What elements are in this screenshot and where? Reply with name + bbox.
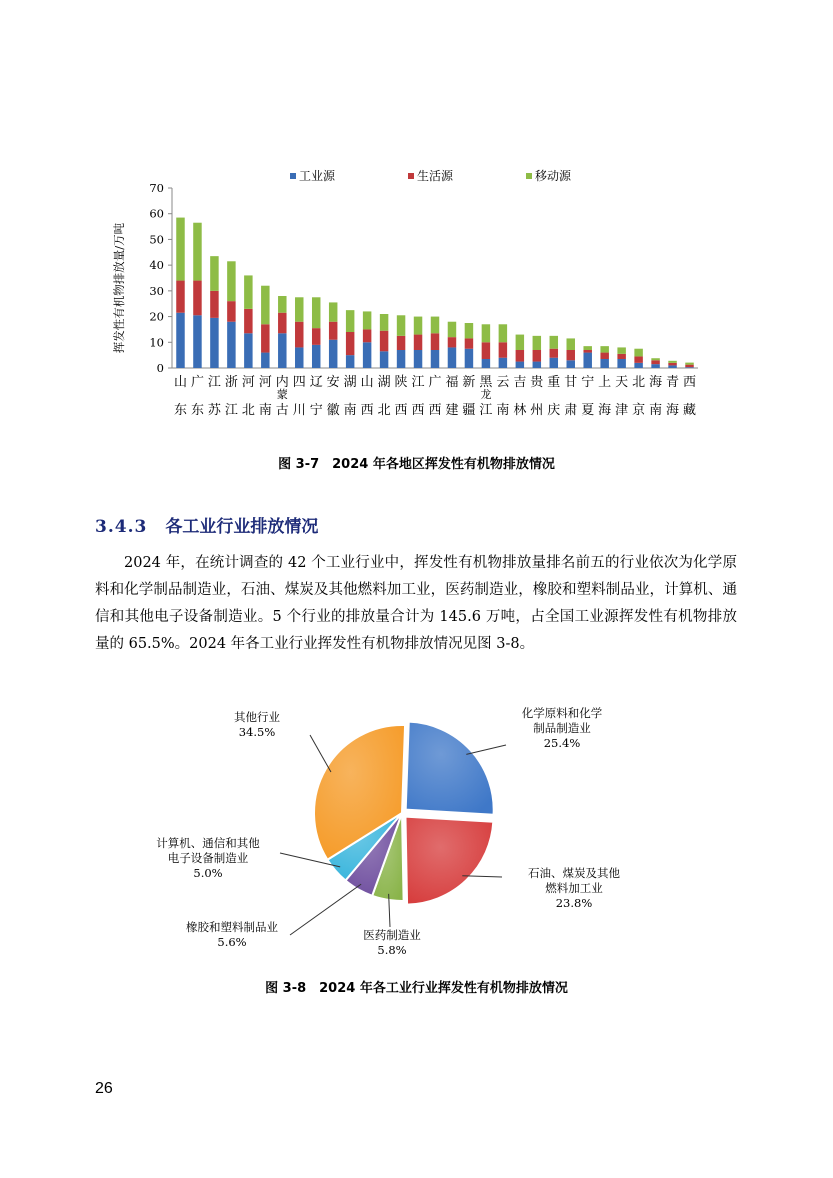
bar-1-4 (227, 322, 235, 368)
bar-2-26 (600, 353, 608, 359)
bar-3-12 (363, 311, 371, 329)
x-tick-label-29: 海南 (649, 375, 663, 418)
bar-chart-regional-voc (100, 160, 720, 420)
pie-value-1: 25.4% (543, 736, 581, 750)
bar-1-27 (617, 359, 625, 368)
pie-value-5: 5.0% (193, 866, 223, 880)
bar-1-13 (380, 351, 388, 368)
bar-2-9 (312, 328, 320, 345)
x-tick-label-6: 河南 (258, 375, 272, 418)
bar-1-20 (499, 358, 507, 368)
bar-3-17 (448, 322, 456, 337)
y-tick-label: 30 (149, 283, 164, 298)
bar-3-11 (346, 310, 354, 332)
bar-2-2 (193, 281, 201, 316)
bar-1-7 (278, 333, 286, 368)
bar-1-17 (448, 347, 456, 368)
bar-1-31 (685, 367, 693, 368)
bar-1-1 (176, 313, 184, 368)
bar-1-5 (244, 333, 252, 368)
bar-3-9 (312, 297, 320, 328)
bar-1-30 (668, 365, 676, 368)
bar-1-6 (261, 353, 269, 368)
bar-2-18 (465, 338, 473, 348)
pie-label-1: 化学原料和化学制品制造业 25.4% (521, 706, 603, 750)
bar-3-25 (583, 346, 591, 350)
bar-2-6 (261, 324, 269, 352)
bar-3-27 (617, 347, 625, 353)
bar-2-16 (431, 333, 439, 350)
x-tick-label-12: 山西 (360, 375, 374, 418)
bar-1-3 (210, 318, 218, 368)
pie-value-2: 23.8% (555, 896, 593, 910)
x-tick-label-16: 广西 (428, 375, 442, 418)
bar-3-13 (380, 314, 388, 331)
bar-3-22 (533, 336, 541, 350)
bar-2-19 (482, 342, 490, 359)
x-tick-label-2: 广东 (190, 375, 204, 418)
x-tick-label-27: 天津 (615, 375, 629, 418)
bar-3-29 (651, 358, 659, 360)
bar-2-5 (244, 309, 252, 333)
bar-3-3 (210, 256, 218, 291)
pie-slice-2 (405, 817, 493, 905)
pie-value-3: 5.8% (377, 943, 407, 957)
bar-3-19 (482, 324, 490, 342)
bar-3-6 (261, 286, 269, 325)
legend-swatch-1 (290, 173, 296, 179)
bar-2-17 (448, 337, 456, 347)
legend-label-3: 移动源 (535, 169, 572, 183)
pie-leader-6 (310, 735, 331, 772)
bar-1-29 (651, 364, 659, 368)
x-tick-label-15: 江西 (411, 375, 425, 418)
bar-3-24 (567, 338, 575, 350)
y-tick-label: 20 (149, 309, 164, 324)
bar-3-15 (414, 317, 422, 335)
page-number: 26 (95, 1080, 113, 1097)
bar-2-22 (533, 350, 541, 362)
bar-1-21 (516, 362, 524, 368)
x-tick-label-17: 福建 (445, 375, 459, 418)
bar-2-7 (278, 313, 286, 334)
bar-2-13 (380, 331, 388, 352)
x-tick-label-3: 江苏 (207, 375, 221, 418)
bar-1-14 (397, 350, 405, 368)
bar-3-14 (397, 315, 405, 336)
y-tick-label: 60 (149, 206, 164, 221)
section-number: 3.4.3 (95, 517, 148, 537)
x-tick-label-26: 上海 (598, 375, 612, 418)
pie-chart-industry-voc (150, 695, 650, 975)
bar-1-25 (583, 353, 591, 368)
bar-2-11 (346, 332, 354, 355)
x-tick-label-21: 吉林 (513, 375, 527, 418)
bar-1-15 (414, 350, 422, 368)
bar-1-8 (295, 347, 303, 368)
section-heading (95, 512, 318, 537)
y-axis-label: 挥发性有机物排放量/万吨 (112, 222, 126, 354)
legend-label-2: 生活源 (417, 169, 454, 183)
bar-3-23 (550, 336, 558, 349)
bar-2-29 (651, 360, 659, 364)
bar-2-10 (329, 322, 337, 340)
bar-2-12 (363, 329, 371, 342)
figure-3-8-caption: 图 3-8 2024 年各工业行业挥发性有机物排放情况 (265, 981, 568, 996)
bar-1-12 (363, 342, 371, 368)
bar-1-23 (550, 358, 558, 368)
bar-2-28 (634, 356, 642, 362)
x-tick-label-1: 山东 (173, 375, 187, 418)
y-tick-label: 10 (149, 335, 164, 350)
section-title: 各工业行业排放情况 (165, 517, 319, 537)
legend-swatch-3 (526, 173, 532, 179)
bar-2-20 (499, 342, 507, 357)
bar-3-2 (193, 223, 201, 281)
x-tick-label-18: 新疆 (462, 375, 476, 418)
bar-3-10 (329, 302, 337, 321)
bar-3-5 (244, 275, 252, 308)
pie-value-4: 5.6% (217, 935, 247, 949)
bar-1-16 (431, 350, 439, 368)
x-tick-label-23: 重庆 (547, 375, 561, 418)
body-paragraph: 2024 年，在统计调查的 42 个工业行业中，挥发性有机物排放量排名前五的行业依次为化学原料和化学制品制造业，石油、煤炭及其他燃料加工业，医药制造业，橡胶和塑料制品业，计算机、通信和其他电子设备制造业。5 个行业的排放量合计为 145.6 万吨，占全国工业源挥发性有机物排放量的 65.5%。2024 年各工业行业挥发性有机物排放情况见图 3-8。 (95, 555, 737, 652)
y-tick-label: 50 (149, 232, 164, 247)
bar-3-1 (176, 218, 184, 281)
x-tick-label-22: 贵州 (530, 375, 544, 418)
legend-swatch-2 (408, 173, 414, 179)
bar-2-24 (567, 350, 575, 360)
bar-1-9 (312, 345, 320, 368)
x-tick-label-10: 安徽 (326, 375, 340, 418)
bar-2-3 (210, 291, 218, 318)
bar-2-27 (617, 354, 625, 359)
pie-label-3: 医药制造业 5.8% (363, 928, 421, 957)
bar-1-2 (193, 315, 201, 368)
bar-3-8 (295, 297, 303, 321)
bar-1-22 (533, 362, 541, 368)
y-tick-label: 0 (156, 361, 164, 375)
bar-3-28 (634, 349, 642, 357)
x-tick-label-8: 四川 (292, 375, 306, 418)
bar-1-18 (465, 349, 473, 368)
x-tick-label-31: 西藏 (683, 375, 697, 418)
x-tick-label-13: 湖北 (377, 375, 391, 418)
x-tick-label-5: 河北 (241, 375, 255, 418)
pie-label-5: 计算机、通信和其他电子设备制造业 5.0% (156, 836, 260, 880)
bar-3-4 (227, 261, 235, 301)
x-tick-label-4: 浙江 (224, 375, 238, 418)
pie-label-6: 其他行业 34.5% (234, 710, 280, 739)
x-tick-label-24: 甘肃 (564, 375, 578, 418)
bar-1-26 (600, 359, 608, 368)
bar-2-14 (397, 336, 405, 350)
pie-label-2: 石油、煤炭及其他燃料加工业 23.8% (528, 866, 620, 910)
bar-3-30 (668, 361, 676, 363)
bar-2-31 (685, 365, 693, 368)
bar-2-23 (550, 349, 558, 358)
pie-value-6: 34.5% (238, 725, 276, 739)
x-tick-label-28: 北京 (632, 375, 646, 418)
pie-leader-1 (466, 745, 506, 754)
y-tick-label: 40 (149, 258, 164, 273)
bar-1-10 (329, 340, 337, 368)
bar-2-30 (668, 363, 676, 366)
bar-3-21 (516, 335, 524, 350)
bar-2-25 (583, 350, 591, 353)
x-tick-label-9: 辽宁 (309, 375, 323, 418)
bar-3-16 (431, 317, 439, 334)
pie-label-4: 橡胶和塑料制品业 5.6% (186, 920, 278, 949)
bar-2-8 (295, 322, 303, 348)
bar-3-18 (465, 323, 473, 338)
x-tick-label-14: 陕西 (394, 375, 408, 418)
x-tick-label-30: 青海 (666, 375, 680, 418)
bar-1-11 (346, 355, 354, 368)
bar-2-4 (227, 301, 235, 322)
x-tick-label-7: 内蒙古 (275, 375, 289, 418)
bar-2-15 (414, 335, 422, 350)
bar-1-24 (567, 360, 575, 368)
bar-3-26 (600, 346, 608, 352)
bar-1-19 (482, 359, 490, 368)
figure-3-7-caption: 图 3-7 2024 年各地区挥发性有机物排放情况 (278, 457, 555, 472)
pie-leader-4 (290, 884, 361, 935)
bar-3-31 (685, 363, 693, 365)
bar-1-28 (634, 363, 642, 368)
bar-3-7 (278, 296, 286, 313)
y-tick-label: 70 (149, 181, 164, 195)
pie-slice-1 (406, 722, 494, 815)
bar-3-20 (499, 324, 507, 342)
x-tick-label-25: 宁夏 (581, 375, 595, 418)
x-tick-label-19: 黑龙江 (479, 375, 493, 418)
x-tick-label-20: 云南 (496, 375, 510, 418)
x-tick-label-11: 湖南 (343, 375, 357, 418)
legend-label-1: 工业源 (299, 169, 336, 183)
bar-2-21 (516, 350, 524, 362)
bar-2-1 (176, 281, 184, 313)
